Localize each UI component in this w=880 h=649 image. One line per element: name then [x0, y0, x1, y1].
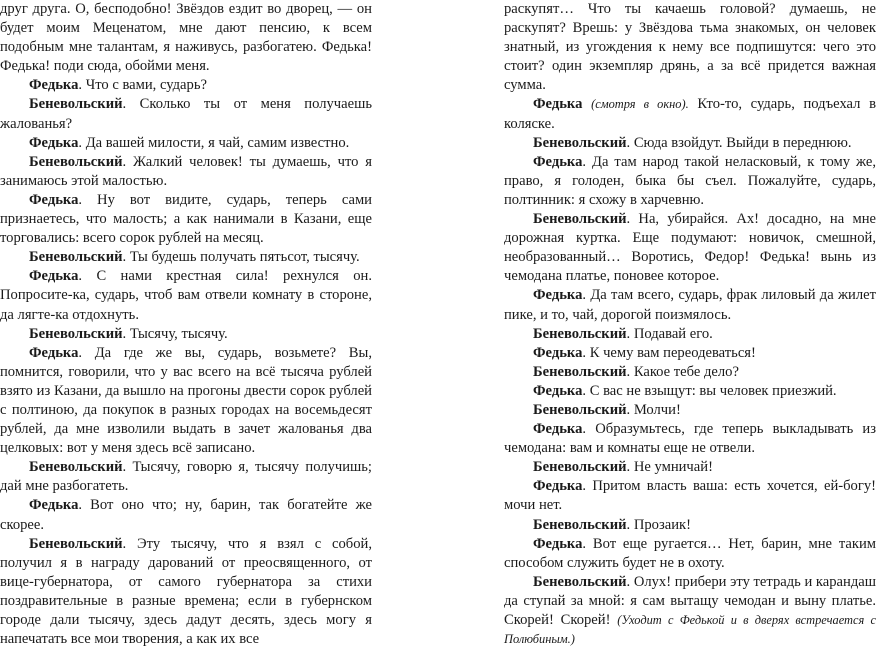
- speaker-name: Федька: [533, 287, 583, 304]
- speaker-name: Федька: [533, 96, 583, 113]
- speaker-name: Беневольский: [533, 573, 627, 590]
- dialogue-paragraph: [504, 401, 876, 420]
- dialogue-text: . Подавай его.: [626, 325, 713, 342]
- dialogue-paragraph: [504, 0, 876, 95]
- speaker-name: Беневольский: [29, 325, 123, 342]
- speaker-name: Федька: [29, 77, 79, 94]
- speaker-name: Беневольский: [29, 459, 123, 476]
- dialogue-paragraph: [504, 153, 876, 210]
- dialogue-paragraph: [504, 573, 876, 649]
- dialogue-paragraph: [504, 286, 876, 324]
- dialogue-text: . Тысячу, тысячу.: [122, 325, 228, 342]
- dialogue-paragraph: [0, 248, 372, 267]
- speaker-name: Беневольский: [533, 363, 627, 380]
- speaker-name: Федька: [533, 382, 583, 399]
- speaker-name: Федька: [29, 191, 79, 208]
- speaker-name: Беневольский: [29, 535, 123, 552]
- speaker-name: Беневольский: [533, 211, 627, 228]
- dialogue-paragraph: [504, 134, 876, 153]
- speaker-name: Федька: [29, 497, 79, 514]
- dialogue-paragraph: [0, 535, 372, 649]
- dialogue-paragraph: [0, 134, 372, 153]
- dialogue-paragraph: [504, 535, 876, 573]
- speaker-name: Федька: [533, 153, 583, 170]
- dialogue-paragraph: [504, 516, 876, 535]
- stage-direction: (Уходит с Федькой и в дверях встречается с Полюбиным.): [504, 613, 876, 647]
- dialogue-text: . С вас не взыщут: вы человек приезжий.: [582, 382, 837, 399]
- dialogue-text: . Притом власть ваша: есть хочется, ей-богу! мочи нет.: [504, 478, 876, 514]
- dialogue-paragraph: [0, 76, 372, 95]
- speaker-name: Беневольский: [533, 325, 627, 342]
- speaker-name: Федька: [29, 344, 79, 361]
- dialogue-paragraph: [0, 0, 372, 76]
- dialogue-text: . Ты будешь получать пятьсот, тысячу.: [122, 249, 360, 266]
- speaker-name: Беневольский: [29, 249, 123, 266]
- dialogue-text: . С нами крестная сила! рехнулся он. Попросите-ка, сударь, чтоб вам отвели комнату в стороне, да лягте-ка отдохнуть.: [0, 268, 372, 323]
- dialogue-text: друг друга. О, бесподобно! Звёздов ездит во дворец, — он будет моим Меценатом, мне дают пенсию, к всем подобным мне талантам, я наживусь, разбогатею. Федька! Федька! поди сюда, обойми меня.: [0, 1, 372, 75]
- dialogue-paragraph: [0, 458, 372, 496]
- dialogue-paragraph: [0, 153, 372, 191]
- dialogue-text: . Вот оно что; ну, барин, так богатейте же скорее.: [0, 497, 372, 533]
- speaker-name: Федька: [29, 134, 79, 151]
- dialogue-text: . К чему вам переодеваться!: [582, 344, 756, 361]
- dialogue-paragraph: [504, 363, 876, 382]
- dialogue-paragraph: [504, 420, 876, 458]
- speaker-name: Федька: [533, 478, 583, 495]
- dialogue-paragraph: [0, 325, 372, 344]
- dialogue-text: . Какое тебе дело?: [626, 363, 739, 380]
- speaker-name: Федька: [533, 421, 583, 438]
- speaker-name: Беневольский: [533, 134, 627, 151]
- dialogue-text: . Молчи!: [626, 401, 681, 418]
- dialogue-paragraph: [504, 210, 876, 286]
- dialogue-paragraph: [0, 95, 372, 133]
- dialogue-text: . Жалкий человек! ты думаешь, что я занимаюсь этой малостью.: [0, 153, 372, 189]
- dialogue-paragraph: [504, 477, 876, 515]
- dialogue-text: . Да там всего, сударь, фрак лиловый да жилет пике, и то, чай, дорогой поизмялось.: [504, 287, 876, 323]
- speaker-name: Беневольский: [533, 459, 627, 476]
- dialogue-text: . Да вашей милости, я чай, самим известно.: [78, 134, 350, 151]
- right-column: [504, 0, 876, 649]
- dialogue-text: . Да где же вы, сударь, возьмете? Вы, помнится, говорили, что у вас всего на всё тысяча рублей взято из Казани, да вышло на прогоны двести сорок рублей с полтиною, да покупок в разных городах на восемьдесят рублей, да мне изволили выдать в зачет жалованья два целковых: вот у меня здесь всё записано.: [0, 344, 372, 457]
- dialogue-paragraph: [504, 344, 876, 363]
- dialogue-text: . Олух! прибери эту тетрадь и карандаш да ступай за мной: я сам вытащу чемодан и выну платье. Скорей! Скорей!: [504, 573, 876, 628]
- speaker-name: Беневольский: [533, 516, 627, 533]
- dialogue-paragraph: [504, 458, 876, 477]
- dialogue-text: . Да там народ такой неласковый, к тому же, право, я голоден, быка бы съел. Пожалуйте, сударь, полтинник: я схожу в харчевню.: [504, 153, 876, 208]
- speaker-name: Беневольский: [29, 96, 123, 113]
- dialogue-text: . Вот еще ругается… Нет, барин, мне таким способом служить будет не в охоту.: [504, 535, 876, 571]
- dialogue-paragraph: [504, 382, 876, 401]
- stage-direction: (смотря в окно).: [591, 97, 689, 112]
- dialogue-text: . Тысячу, говорю я, тысячу получишь; дай мне разбогатеть.: [0, 459, 372, 495]
- dialogue-paragraph: [0, 191, 372, 248]
- speaker-name: Беневольский: [533, 401, 627, 418]
- dialogue-text: . Сюда взойдут. Выйди в переднюю.: [626, 134, 852, 151]
- speaker-name: Беневольский: [29, 153, 123, 170]
- dialogue-paragraph: [0, 344, 372, 459]
- dialogue-text: . Эту тысячу, что я взял с собой, получил я в награду дарований от преосвященного, от вице-губернатора, от самого губернатора за стихи поздравительные в разные времена; если в губернском городе дали тысячу, здесь дадут десять, здесь могу я напечатать все мои творения, а как их все: [0, 535, 372, 648]
- dialogue-paragraph: [0, 267, 372, 324]
- speaker-name: Федька: [29, 268, 79, 285]
- dialogue-text: . Сколько ты от меня получаешь жалованья?: [0, 96, 372, 132]
- dialogue-paragraph: [504, 325, 876, 344]
- speaker-name: Федька: [533, 344, 583, 361]
- dialogue-text: . Не умничай!: [626, 459, 713, 476]
- dialogue-text: раскупят… Что ты качаешь головой? думаешь, не раскупят? Врешь: у Звёздова тьма знакомых, он человек знатный, из угождения к нему все подпишутся: чего это стоит? один экземпляр дрянь, а за всё придется важная сумма.: [504, 1, 876, 94]
- dialogue-text: . Образумьтесь, где теперь выкладывать из чемодана: вам и комнаты еще не отвели.: [504, 421, 876, 457]
- dialogue-text: . Ну вот видите, сударь, теперь сами признаетесь, что малость; а как нанимали в Казани, еще торговались: всего сорок рублей на месяц.: [0, 191, 372, 247]
- dialogue-paragraph: [504, 95, 876, 133]
- dialogue-text: . Что с вами, сударь?: [78, 77, 207, 94]
- dialogue-text: Кто-то, сударь, подъехал в коляске.: [504, 96, 876, 132]
- dialogue-text: . На, убирайся. Ах! досадно, на мне дорожная куртка. Еще подумают: новичок, смешной, необразованный… Воротись, Федор! Федька! вынь из чемодана платье, поновее которое.: [504, 211, 876, 285]
- speaker-name: Федька: [533, 535, 583, 552]
- dialogue-text: . Прозаик!: [626, 516, 691, 533]
- left-column: [0, 0, 372, 649]
- dialogue-paragraph: [0, 496, 372, 534]
